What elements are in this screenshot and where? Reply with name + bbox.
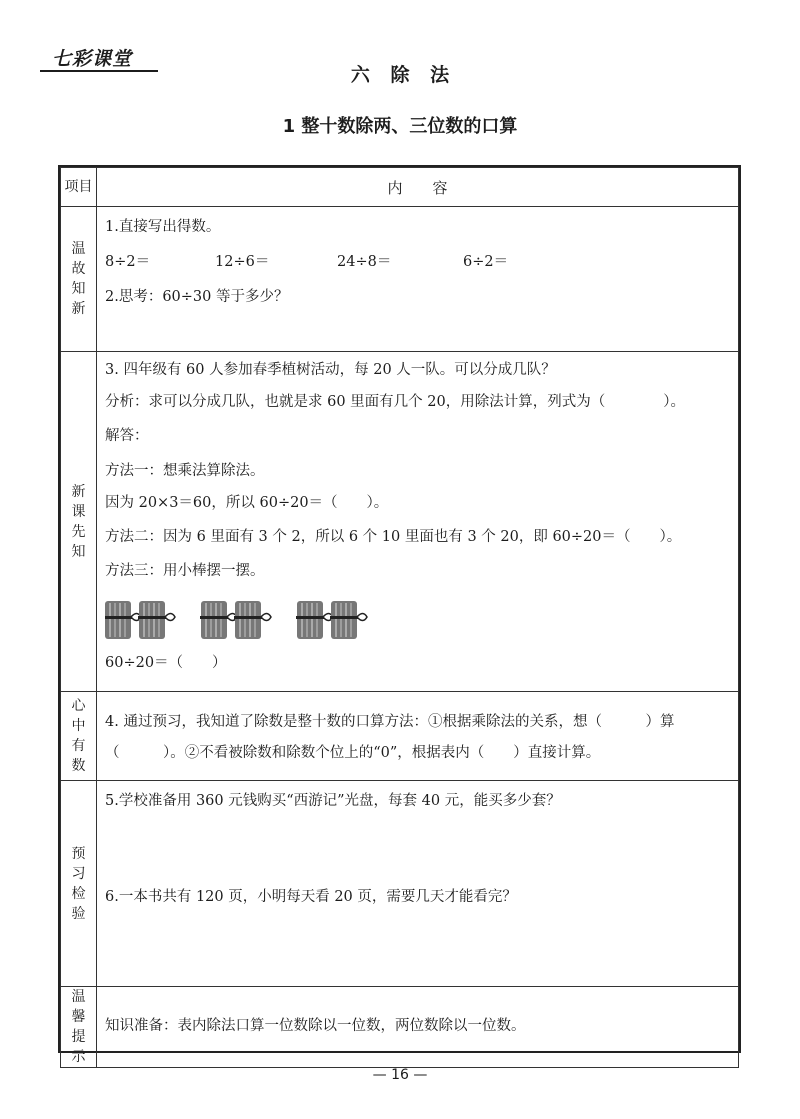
row-tip — [61, 987, 739, 1068]
row-review — [61, 207, 739, 352]
row-content-cell — [97, 987, 739, 1068]
brand-logo: 七彩课堂 — [52, 48, 133, 70]
row-content-cell — [97, 781, 739, 987]
row-check — [61, 781, 739, 987]
q2-text: 2.思考：60÷30 等于多少？ — [105, 289, 289, 305]
worksheet-table — [58, 165, 741, 1065]
q6-text: 6.一本书共有 120 页，小明每天看 20 页，需要几天才能看完？ — [105, 889, 517, 905]
q1-item: 6÷2＝ — [463, 254, 509, 270]
row-label-cell — [61, 207, 97, 352]
q3-text: 3. 四年级有 60 人参加春季植树活动，每 20 人一队。可以分成几队？ — [105, 362, 556, 378]
method1-detail: 因为 20×3＝60，所以 60÷20＝（ ）。 — [105, 495, 389, 511]
header-label: 项目 — [64, 179, 93, 195]
header-content: 内 容 — [387, 178, 448, 197]
row-label: 心中有数 — [71, 698, 86, 774]
stick-bundle — [296, 601, 333, 639]
chapter-title: 六 除 法 — [350, 64, 450, 86]
stick-bundle — [234, 601, 271, 639]
section-title: 1 整十数除两、三位数的口算 — [282, 116, 518, 137]
row-content-cell — [97, 692, 739, 781]
answer-label: 解答： — [105, 428, 149, 444]
row-new-lesson — [61, 352, 739, 692]
page-number: — 16 — — [372, 1067, 428, 1083]
analysis-text: 分析：求可以分成几队，也就是求 60 里面有几个 20，用除法计算，列式为（ ）。 — [105, 394, 685, 410]
table-header-row — [61, 168, 739, 207]
row-label-cell — [61, 987, 97, 1068]
q1-title: 1.直接写出得数。 — [105, 219, 221, 235]
row-content-cell — [97, 352, 739, 692]
row-content-cell — [97, 207, 739, 352]
q5-text: 5.学校准备用 360 元钱购买“西游记”光盘，每套 40 元，能买多少套？ — [105, 793, 561, 809]
row-label: 预习检验 — [71, 845, 86, 922]
stick-bundle — [138, 601, 175, 639]
row-label-cell — [61, 692, 97, 781]
q4-line2: （ ）。②不看被除数和除数个位上的“0”，根据表内（ ）直接计算。 — [105, 745, 601, 761]
row-label: 温故知新 — [71, 241, 86, 317]
method3-text: 方法三：用小棒摆一摆。 — [105, 563, 265, 579]
tip-text: 知识准备：表内除法口算一位数除以一位数，两位数除以一位数。 — [105, 1018, 526, 1035]
q1-item: 24÷8＝ — [337, 254, 392, 270]
method2-text: 方法二：因为 6 里面有 3 个 2，所以 6 个 10 里面也有 3 个 20，即 60÷20＝（ ）。 — [105, 529, 682, 545]
method3-equation: 60÷20＝（ ） — [105, 655, 227, 671]
stick-bundle — [200, 601, 237, 639]
stick-bundle — [330, 601, 367, 639]
header-content-cell — [97, 168, 739, 207]
q1-item: 12÷6＝ — [215, 254, 270, 270]
row-label-cell — [61, 352, 97, 692]
q4-line1: 4. 通过预习，我知道了除数是整十数的口算方法：①根据乘除法的关系，想（ ）算 — [105, 714, 675, 730]
q1-items — [105, 254, 508, 271]
stick-bundles-illustration — [105, 597, 425, 645]
row-label: 新课先知 — [71, 483, 86, 560]
stick-bundle — [105, 601, 141, 639]
header-label-cell — [61, 168, 97, 207]
row-label-cell — [61, 781, 97, 987]
q1-item: 8÷2＝ — [105, 254, 151, 270]
row-summary — [61, 692, 739, 781]
row-label: 温馨提示 — [71, 989, 86, 1065]
method1-text: 方法一：想乘法算除法。 — [105, 463, 265, 479]
